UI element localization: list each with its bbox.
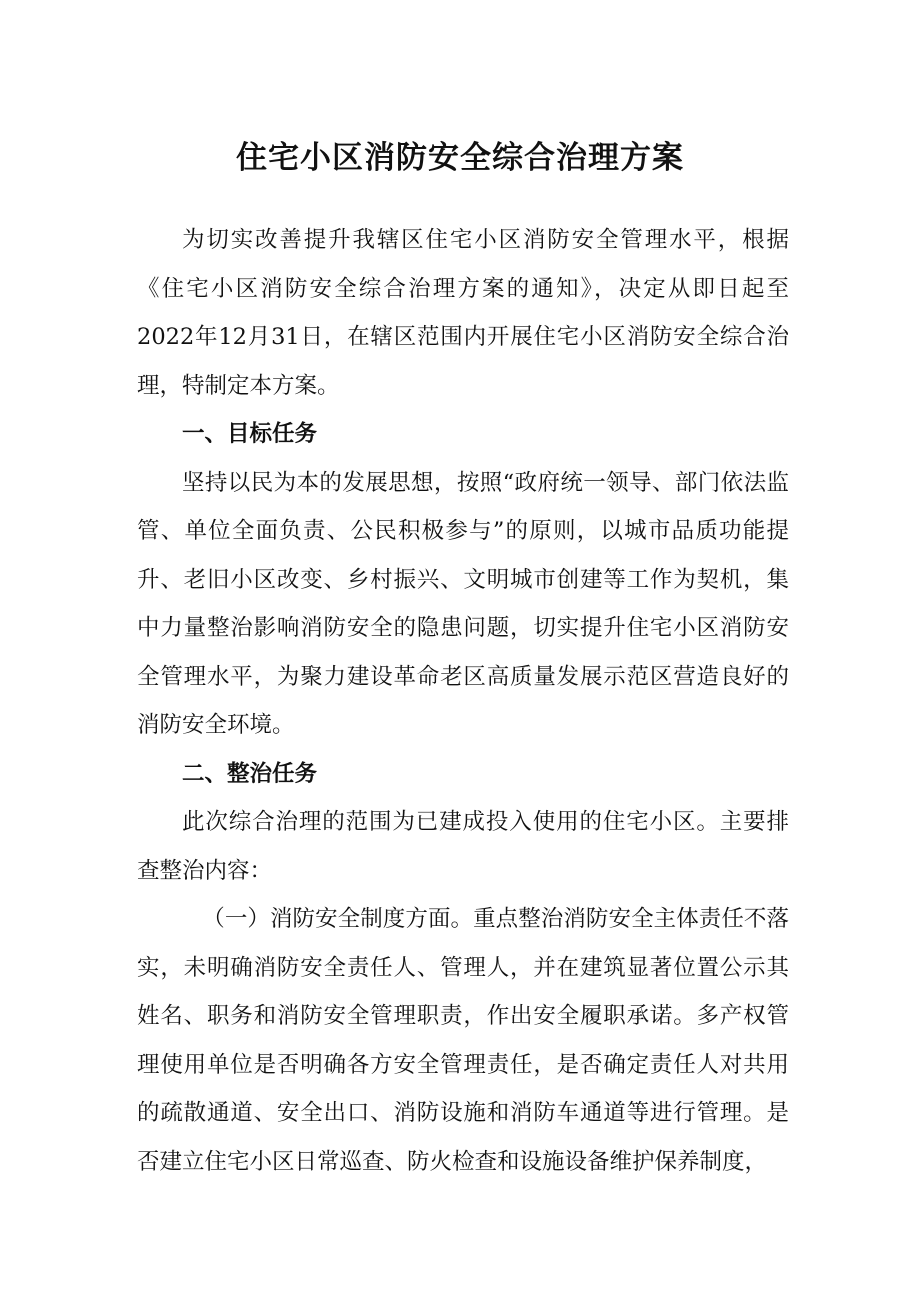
document-body	[137, 216, 789, 1186]
section-2-item-1-paragraph: （一）消防安全制度方面。重点整治消防安全主体责任不落实，未明确消防安全责任人、管理人，并在建筑显著位置公示其姓名、职务和消防安全管理职责，作出安全履职承诺。多产权管理使用单位是否明确各方安全管理责任，是否确定责任人对共用的疏散通道、安全出口、消防设施和消防车通道等进行管理。是否建立住宅小区日常巡查、防火检查和设施设备维护保养制度，	[137, 906, 789, 1175]
intro-paragraph: 为切实改善提升我辖区住宅小区消防安全管理水平，根据《住宅小区消防安全综合治理方案的通知》，决定从即日起至2022年12月31日，在辖区范围内开展住宅小区消防安全综合治理，特制定本方案。	[137, 227, 789, 399]
section-2-heading: 二、整治任务	[182, 760, 318, 787]
document-title: 住宅小区消防安全综合治理方案	[236, 140, 684, 176]
section-2-paragraph: 此次综合治理的范围为已建成投入使用的住宅小区。主要排查整治内容：	[137, 809, 789, 884]
section-1-heading: 一、目标任务	[182, 421, 318, 447]
section-1-paragraph: 坚持以民为本的发展思想，按照“政府统一领导、部门依法监管、单位全面负责、公民积极参与”的原则，以城市品质功能提升、老旧小区改变、乡村振兴、文明城市创建等工作为契机，集中力量整治影响消防安全的隐患问题，切实提升住宅小区消防安全管理水平，为聚力建设革命老区高质量发展示范区营造良好的消防安全环境。	[137, 469, 789, 738]
